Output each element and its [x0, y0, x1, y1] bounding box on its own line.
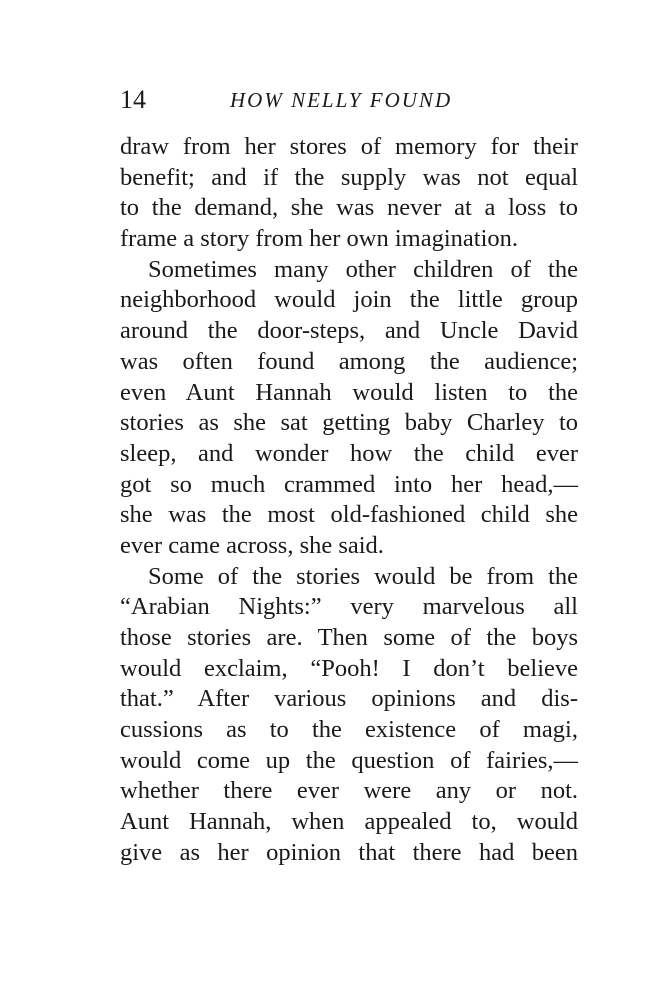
text-line: to the demand, she was never at a loss to: [120, 194, 578, 222]
text-line: was often found among the audience;: [120, 347, 578, 375]
text-line: sleep, and wonder how the child ever: [120, 439, 578, 467]
text-line: stories as she sat getting baby Charley to: [120, 409, 578, 437]
text-line: benefit; and if the supply was not equal: [120, 163, 578, 191]
text-line: ever came across, she said.: [120, 531, 384, 559]
text-line: around the door-steps, and Uncle David: [120, 317, 578, 345]
text-line: cussions as to the existence of magi,: [120, 716, 578, 744]
text-line: she was the most old-fashioned child she: [120, 501, 578, 529]
paragraph-start-line: Sometimes many other children of the: [148, 255, 578, 283]
text-line: draw from her stores of memory for their: [120, 133, 578, 160]
text-line: those stories are. Then some of the boys: [120, 624, 578, 651]
text-line: Aunt Hannah, when appealed to, would: [120, 808, 578, 836]
text-line: would come up the question of fairies,—: [120, 746, 578, 774]
running-title: HOW NELLY FOUND: [230, 88, 453, 112]
text-line: give as her opinion that there had been: [120, 838, 578, 866]
text-line: whether there ever were any or not.: [120, 777, 578, 805]
text-line: got so much crammed into her head,—: [120, 470, 578, 498]
body-text: [120, 132, 578, 869]
text-line: frame a story from her own imagination.: [120, 225, 519, 253]
text-line: even Aunt Hannah would listen to the: [120, 378, 578, 406]
paragraph-start-line: Some of the stories would be from the: [148, 562, 578, 590]
text-line: neighborhood would join the little group: [120, 286, 578, 314]
page-number: 14: [120, 85, 146, 114]
text-line: would exclaim, “Pooh! I don’t believe: [120, 654, 578, 682]
running-head: [120, 80, 590, 120]
text-line: “Arabian Nights:” very marvelous all: [120, 593, 578, 621]
text-line: that.” After various opinions and dis-: [120, 685, 578, 713]
